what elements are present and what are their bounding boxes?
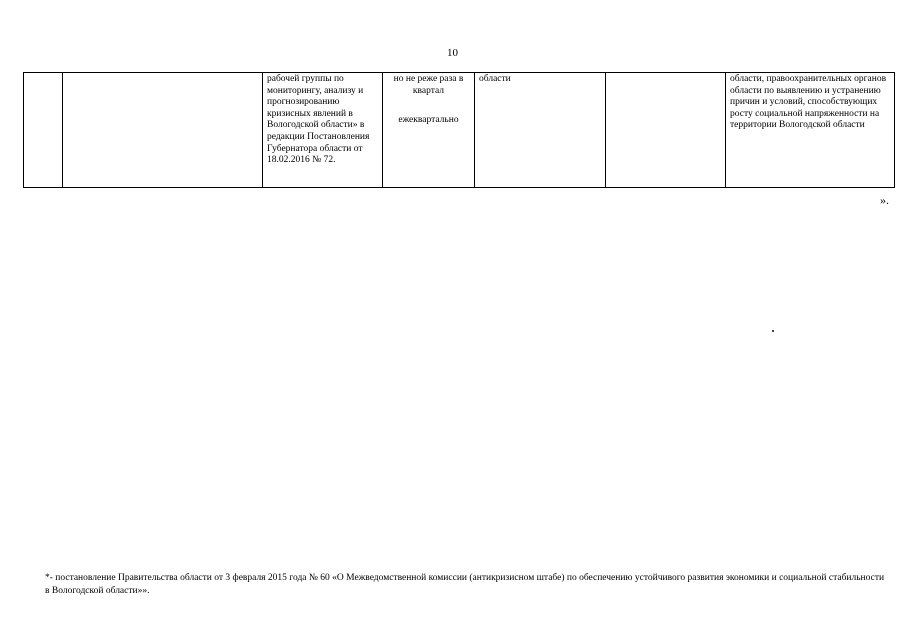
table-cell-empty xyxy=(606,73,726,188)
document-table xyxy=(23,72,895,188)
table-row xyxy=(24,73,895,188)
stray-dot xyxy=(772,330,774,332)
table-cell-frequency xyxy=(383,73,475,188)
footnote: *- постановление Правительства области от 3 февраля 2015 года № 60 «О Межведомственной комиссии (антикризисном штабе) по обеспечению устойчивого развития экономики и социальной стабильности в Вологодской области»». xyxy=(45,573,885,596)
frequency-text: но не реже раза в квартал xyxy=(393,74,464,96)
table-cell-number xyxy=(24,73,63,188)
closing-quote: ». xyxy=(880,193,889,207)
table-cell-document: рабочей группы по мониторингу, анализу и прогнозированию кризисных явлений в Вологодской области» в редакции Постановления Губернатора области от 18.02.2016 № 72. xyxy=(263,73,383,188)
frequency-text: ежеквартально xyxy=(398,115,459,126)
table-cell-result: области, правоохранительных органов области по выявлению и устранению причин и условий, способствующих росту социальной напряженности на территории Вологодской области xyxy=(726,73,895,188)
table-cell-measure xyxy=(63,73,263,188)
table-cell-executor: области xyxy=(475,73,606,188)
page-number: 10 xyxy=(447,47,458,59)
